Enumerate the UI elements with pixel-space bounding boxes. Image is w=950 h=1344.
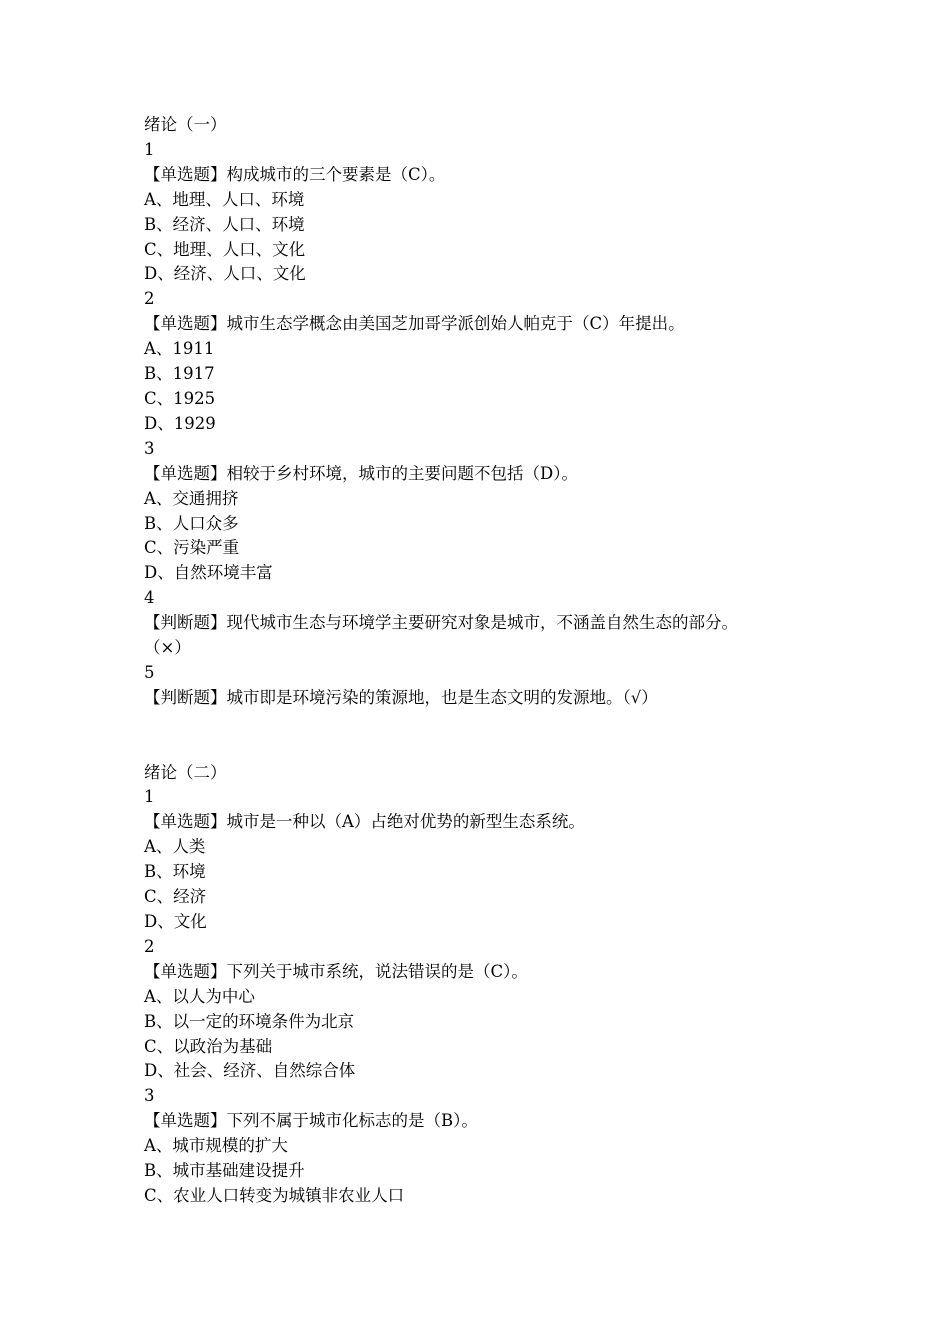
- answer-option: C、污染严重: [144, 538, 240, 558]
- document-body: [144, 113, 824, 1209]
- question-number: 1: [144, 139, 155, 159]
- question-text: 【单选题】下列关于城市系统，说法错误的是（C）。: [144, 961, 528, 981]
- question-number: 3: [144, 438, 155, 458]
- question-text: 【单选题】下列不属于城市化标志的是（B）。: [144, 1111, 478, 1131]
- answer-option: A、城市规模的扩大: [144, 1136, 288, 1156]
- answer-option: C、农业人口转变为城镇非农业人口: [144, 1185, 405, 1205]
- answer-option: D、文化: [144, 911, 207, 931]
- question-text: 【判断题】城市即是环境污染的策源地，也是生态文明的发源地。（√）: [144, 687, 658, 707]
- question-text: （×）: [144, 638, 191, 658]
- question-text: 【判断题】现代城市生态与环境学主要研究对象是城市，不涵盖自然生态的部分。: [144, 613, 738, 633]
- answer-option: B、人口众多: [144, 513, 239, 533]
- question-text: 【单选题】城市生态学概念由美国芝加哥学派创始人帕克于（C）年提出。: [144, 314, 685, 334]
- question-number: 4: [144, 588, 155, 608]
- answer-option: D、经济、人口、文化: [144, 264, 306, 284]
- answer-option: C、经济: [144, 887, 207, 907]
- answer-option: A、以人为中心: [144, 986, 255, 1006]
- answer-option: C、1925: [144, 388, 216, 408]
- question-text: 【单选题】相较于乡村环境，城市的主要问题不包括（D）。: [144, 463, 578, 483]
- answer-option: A、地理、人口、环境: [144, 189, 305, 209]
- answer-option: A、人类: [144, 837, 206, 857]
- answer-option: A、1911: [144, 339, 215, 359]
- question-text: 【单选题】构成城市的三个要素是（C）。: [144, 164, 446, 184]
- section-title: 绪论（一）: [144, 115, 227, 134]
- answer-option: A、交通拥挤: [144, 488, 239, 508]
- answer-option: C、以政治为基础: [144, 1036, 273, 1056]
- answer-option: B、1917: [144, 364, 215, 384]
- question-text: 【单选题】城市是一种以（A）占绝对优势的新型生态系统。: [144, 812, 585, 832]
- answer-option: B、环境: [144, 862, 206, 882]
- question-number: 5: [144, 662, 155, 682]
- section-title: 绪论（二）: [144, 762, 227, 782]
- section-gap: [144, 711, 824, 761]
- answer-option: D、社会、经济、自然综合体: [144, 1061, 356, 1081]
- question-number: 3: [144, 1086, 155, 1106]
- answer-option: B、以一定的环境条件为北京: [144, 1011, 355, 1031]
- question-number: 2: [144, 936, 155, 956]
- answer-option: D、自然环境丰富: [144, 563, 273, 583]
- answer-option: B、城市基础建设提升: [144, 1161, 305, 1181]
- question-number: 1: [144, 787, 155, 807]
- question-number: 2: [144, 289, 155, 309]
- answer-option: C、地理、人口、文化: [144, 239, 306, 259]
- answer-option: D、1929: [144, 413, 216, 433]
- answer-option: B、经济、人口、环境: [144, 214, 305, 234]
